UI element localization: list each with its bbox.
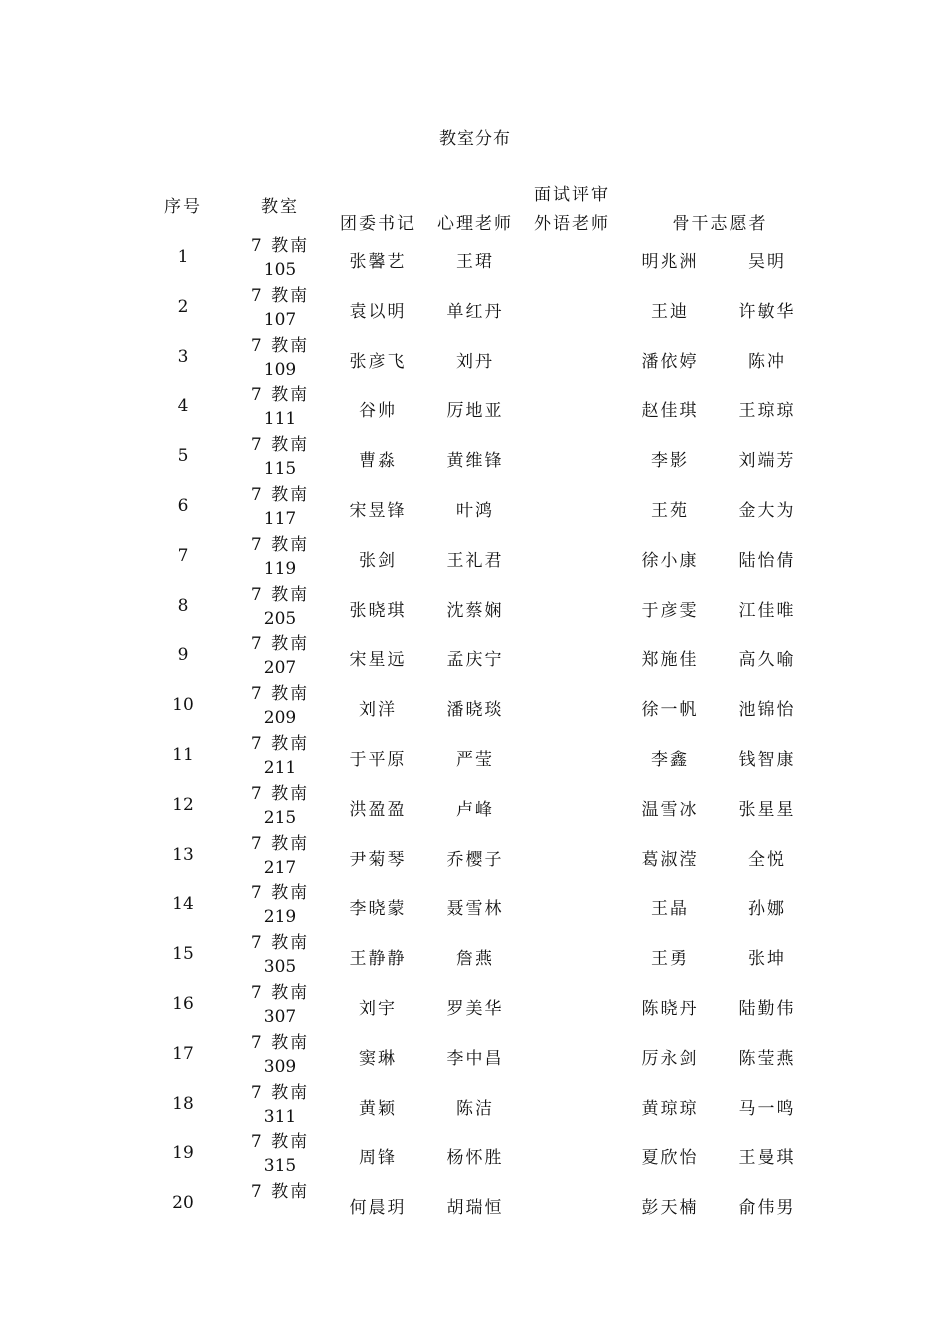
psych-teacher-cell: 聂雪林 [446,899,504,920]
volunteer-2-cell: 钱智康 [738,750,796,770]
table-row [0,1030,950,1080]
room-number: 115 [263,459,297,480]
volunteer-1-cell: 温雪冰 [641,799,699,820]
room-cell [240,782,320,830]
seq-cell: 7 [177,545,189,566]
secretary-cell: 于平原 [349,750,407,770]
room-number: 207 [263,658,297,679]
secretary-cell: 张剑 [359,550,397,571]
room-cell [240,583,320,631]
room-number: 211 [263,758,297,778]
seq-cell: 3 [177,346,189,367]
secretary-cell: 袁以明 [349,301,407,322]
volunteer-1-cell: 于彦雯 [641,600,699,621]
room-cell [240,533,320,581]
psych-teacher-cell: 单红丹 [446,301,504,322]
psych-teacher-cell: 刘丹 [456,351,494,372]
volunteer-1-cell: 黄琼琼 [641,1098,699,1119]
room-cell [240,483,320,531]
room-number: 309 [263,1056,297,1077]
room-number: 307 [263,1007,297,1027]
seq-cell: 20 [172,1193,194,1214]
room-cell [240,732,320,780]
volunteer-2-cell: 金大为 [738,501,796,521]
secretary-cell: 窦琳 [359,1048,397,1069]
table-row [0,1080,950,1130]
room-cell [240,383,320,431]
table-row [0,382,950,432]
psych-teacher-cell: 卢峰 [456,799,494,820]
psych-teacher-cell: 叶鸿 [456,501,494,521]
volunteer-1-cell: 厉永剑 [641,1048,699,1069]
room-building: 7 教南 [250,684,310,705]
psych-teacher-cell: 潘晓琰 [446,700,504,721]
seq-cell: 12 [172,794,194,815]
room-building: 7 教南 [250,485,310,505]
volunteer-1-cell: 王苑 [651,501,689,521]
room-building: 7 教南 [250,1082,310,1103]
secretary-cell: 周锋 [359,1148,397,1169]
secretary-cell: 刘宇 [359,999,397,1019]
room-building: 7 教南 [250,634,310,655]
seq-cell: 14 [172,894,194,915]
volunteer-1-cell: 王晶 [651,899,689,920]
table-row [0,831,950,881]
volunteer-2-cell: 陆勤伟 [738,999,796,1019]
room-cell [240,832,320,880]
secretary-cell: 李晓蒙 [349,899,407,920]
table-row [0,482,950,532]
room-number: 109 [263,359,297,380]
room-cell [240,334,320,382]
secretary-cell: 何晨玥 [349,1198,407,1219]
room-number: 117 [263,509,297,529]
room-cell [240,981,320,1029]
room-building: 7 教南 [250,1132,310,1153]
seq-cell: 4 [177,396,189,417]
room-number: 217 [263,857,297,878]
room-cell [240,931,320,979]
page-title: 教室分布 [439,129,511,149]
table-row [0,233,950,283]
psych-teacher-cell: 孟庆宁 [446,650,504,671]
header-volunteers: 骨干志愿者 [672,214,768,234]
volunteer-1-cell: 明兆洲 [641,252,699,272]
volunteer-1-cell: 彭天楠 [641,1198,699,1219]
table-row [0,333,950,383]
room-number: 305 [263,957,297,978]
psych-teacher-cell: 沈蔡娴 [446,600,504,621]
secretary-cell: 尹菊琴 [349,849,407,870]
volunteer-1-cell: 王迪 [651,301,689,322]
room-building: 7 教南 [250,285,310,306]
header-interview-line2: 外语老师 [534,214,610,234]
volunteer-1-cell: 王勇 [651,949,689,970]
volunteer-2-cell: 马一鸣 [738,1098,796,1119]
psych-teacher-cell: 罗美华 [446,999,504,1019]
volunteer-1-cell: 李影 [651,451,689,472]
volunteer-2-cell: 陆怡倩 [738,550,796,571]
header-psych-teacher: 心理老师 [437,214,513,234]
seq-cell: 16 [172,994,194,1014]
volunteer-2-cell: 高久喻 [738,650,796,671]
psych-teacher-cell: 胡瑞恒 [446,1198,504,1219]
seq-cell: 5 [177,446,189,467]
secretary-cell: 黄颖 [359,1098,397,1119]
room-building: 7 教南 [250,833,310,854]
table-row [0,980,950,1030]
room-cell [240,234,320,282]
psych-teacher-cell: 黄维锋 [446,451,504,472]
header-secretary: 团委书记 [340,214,416,234]
room-number: 315 [263,1156,297,1177]
room-building: 7 教南 [250,435,310,456]
room-building: 7 教南 [250,933,310,954]
secretary-cell: 宋星远 [349,650,407,671]
volunteer-1-cell: 葛淑滢 [641,849,699,870]
room-number: 111 [263,409,297,430]
volunteer-1-cell: 郑施佳 [641,650,699,671]
header-interview-line1: 面试评审 [534,185,610,205]
psych-teacher-cell: 杨怀胜 [446,1148,504,1169]
volunteer-2-cell: 全悦 [748,849,786,870]
room-number: 105 [263,260,297,280]
room-cell [240,1081,320,1129]
table-row [0,930,950,980]
table-row [0,631,950,681]
psych-teacher-cell: 詹燕 [456,949,494,970]
volunteer-2-cell: 张坤 [748,949,786,970]
room-building: 7 教南 [250,883,310,904]
table-row [0,582,950,632]
psych-teacher-cell: 严莹 [456,750,494,770]
seq-cell: 2 [177,296,189,317]
seq-cell: 11 [172,745,194,765]
volunteer-1-cell: 徐小康 [641,550,699,571]
room-building: 7 教南 [250,584,310,605]
seq-cell: 15 [172,944,194,965]
table-row [0,681,950,731]
table-row [0,880,950,930]
room-cell [240,881,320,929]
room-cell [240,632,320,680]
room-cell [240,433,320,481]
secretary-cell: 宋昱锋 [349,501,407,521]
volunteer-1-cell: 李鑫 [651,750,689,770]
header-seq: 序号 [164,197,202,217]
volunteer-2-cell: 陈莹燕 [738,1048,796,1069]
table-row [0,1179,950,1229]
room-cell [240,1180,320,1204]
room-number: 107 [263,309,297,330]
header-room: 教室 [261,197,299,217]
secretary-cell: 刘洋 [359,700,397,721]
room-building: 7 教南 [250,534,310,555]
seq-cell: 9 [177,645,189,666]
secretary-cell: 张晓琪 [349,600,407,621]
room-number: 209 [263,708,297,729]
volunteer-2-cell: 陈冲 [748,351,786,372]
room-cell [240,284,320,332]
psych-teacher-cell: 李中昌 [446,1048,504,1069]
psych-teacher-cell: 陈洁 [456,1098,494,1119]
seq-cell: 1 [177,247,189,267]
room-cell [240,1031,320,1079]
secretary-cell: 王静静 [349,949,407,970]
room-building: 7 教南 [250,236,310,256]
seq-cell: 6 [177,496,189,516]
volunteer-2-cell: 刘端芳 [738,451,796,472]
room-building: 7 教南 [250,734,310,754]
volunteer-2-cell: 吴明 [748,252,786,272]
room-number: 311 [263,1106,297,1127]
room-building: 7 教南 [250,983,310,1003]
table-row [0,1129,950,1179]
volunteer-2-cell: 池锦怡 [738,700,796,721]
volunteer-2-cell: 许敏华 [738,301,796,322]
secretary-cell: 张彦飞 [349,351,407,372]
room-number: 119 [263,558,297,579]
room-number: 219 [263,907,297,928]
volunteer-2-cell: 江佳唯 [738,600,796,621]
seq-cell: 13 [172,844,194,865]
secretary-cell: 曹淼 [359,451,397,472]
psych-teacher-cell: 王珺 [456,252,494,272]
seq-cell: 19 [172,1143,194,1164]
table-row [0,283,950,333]
room-building: 7 教南 [250,1182,310,1203]
volunteer-1-cell: 徐一帆 [641,700,699,721]
volunteer-1-cell: 陈晓丹 [641,999,699,1019]
volunteer-1-cell: 夏欣怡 [641,1148,699,1169]
room-cell [240,682,320,730]
table-row [0,731,950,781]
volunteer-1-cell: 潘依婷 [641,351,699,372]
room-building: 7 教南 [250,385,310,406]
table-row [0,432,950,482]
volunteer-1-cell: 赵佳琪 [641,401,699,422]
room-building: 7 教南 [250,335,310,356]
room-building: 7 教南 [250,1032,310,1053]
volunteer-2-cell: 王曼琪 [738,1148,796,1169]
secretary-cell: 张馨艺 [349,252,407,272]
room-number: 205 [263,608,297,629]
secretary-cell: 洪盈盈 [349,799,407,820]
seq-cell: 10 [172,695,194,716]
room-number: 215 [263,807,297,828]
secretary-cell: 谷帅 [359,401,397,422]
seq-cell: 8 [177,595,189,616]
seq-cell: 17 [172,1043,194,1064]
volunteer-2-cell: 孙娜 [748,899,786,920]
room-building: 7 教南 [250,783,310,804]
volunteer-2-cell: 张星星 [738,799,796,820]
volunteer-2-cell: 俞伟男 [738,1198,796,1219]
room-cell [240,1130,320,1178]
volunteer-2-cell: 王琼琼 [738,401,796,422]
seq-cell: 18 [172,1093,194,1114]
psych-teacher-cell: 王礼君 [446,550,504,571]
psych-teacher-cell: 乔樱子 [446,849,504,870]
psych-teacher-cell: 厉地亚 [446,401,504,422]
table-row [0,781,950,831]
table-row [0,532,950,582]
